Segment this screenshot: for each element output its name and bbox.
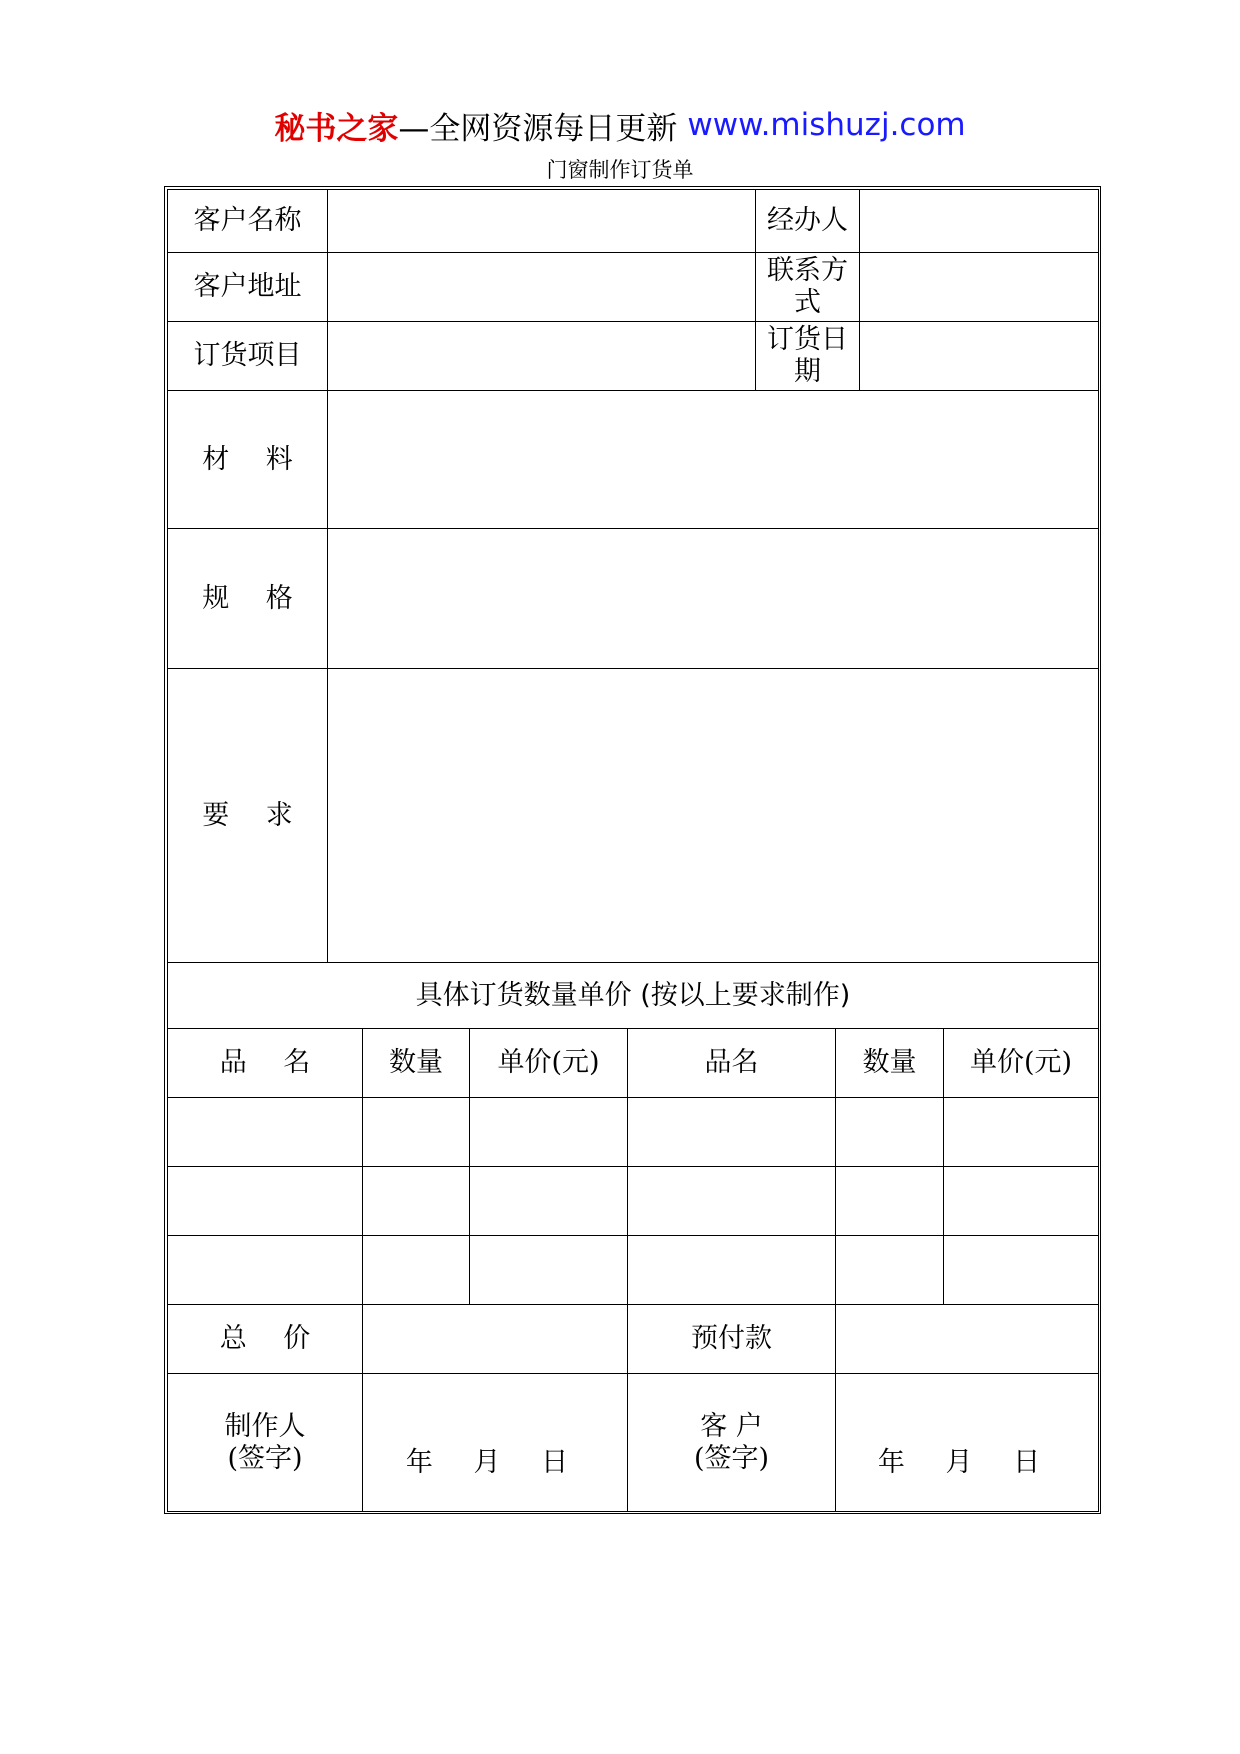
- total-price-label: 总 价: [168, 1305, 363, 1374]
- customer-address-label: 客户地址: [168, 253, 328, 322]
- column-header-row: [168, 1029, 1099, 1098]
- quantity-cell[interactable]: [836, 1236, 944, 1305]
- table-row: [168, 1167, 1099, 1236]
- customer-sign-hint: (签字): [693, 1442, 770, 1474]
- order-item-field[interactable]: [328, 322, 756, 391]
- contact-field[interactable]: [860, 253, 1099, 322]
- product-cell[interactable]: [168, 1236, 363, 1305]
- brand-name: 秘书之家: [274, 110, 399, 147]
- prepay-label: 预付款: [628, 1305, 836, 1374]
- price-cell[interactable]: [470, 1236, 628, 1305]
- product-cell[interactable]: [628, 1167, 836, 1236]
- total-row: [168, 1305, 1099, 1374]
- customer-label: 客 户: [700, 1410, 763, 1442]
- table-row: [168, 1098, 1099, 1167]
- product-cell[interactable]: [628, 1098, 836, 1167]
- requirement-label: 要 求: [168, 669, 328, 963]
- customer-signature-label: [628, 1374, 836, 1512]
- order-date-field[interactable]: [860, 322, 1099, 391]
- material-label: 材 料: [168, 391, 328, 529]
- column-header-quantity-2: 数量: [836, 1029, 944, 1098]
- requirement-field[interactable]: [328, 669, 1099, 963]
- maker-label: 制作人: [224, 1410, 306, 1442]
- material-field[interactable]: [328, 391, 1099, 529]
- customer-name-row: [168, 190, 1099, 253]
- maker-signature-date[interactable]: 年 月 日: [363, 1374, 628, 1512]
- customer-name-label: 客户名称: [168, 190, 328, 253]
- column-header-quantity-1: 数量: [363, 1029, 470, 1098]
- section-title-row: [168, 963, 1099, 1029]
- quantity-cell[interactable]: [836, 1167, 944, 1236]
- quantity-cell[interactable]: [836, 1098, 944, 1167]
- document-title: 门窗制作订货单: [546, 158, 694, 182]
- section-title: 具体订货数量单价 (按以上要求制作): [168, 963, 1099, 1029]
- column-header-price-2: 单价(元): [944, 1029, 1099, 1098]
- prepay-field[interactable]: [836, 1305, 1099, 1374]
- handler-field[interactable]: [860, 190, 1099, 253]
- customer-signature-date[interactable]: 年 月 日: [836, 1374, 1099, 1512]
- order-item-label: 订货项目: [168, 322, 328, 391]
- product-cell[interactable]: [628, 1236, 836, 1305]
- order-item-row: [168, 322, 1099, 391]
- price-cell[interactable]: [944, 1236, 1099, 1305]
- customer-name-field[interactable]: [328, 190, 756, 253]
- spec-field[interactable]: [328, 529, 1099, 669]
- spec-label: 规 格: [168, 529, 328, 669]
- site-slogan: —全网资源每日更新: [398, 110, 678, 147]
- customer-address-row: [168, 253, 1099, 322]
- column-header-price-1: 单价(元): [470, 1029, 628, 1098]
- signature-row: [168, 1374, 1099, 1512]
- table-row: [168, 1236, 1099, 1305]
- price-cell[interactable]: [470, 1098, 628, 1167]
- quantity-cell[interactable]: [363, 1167, 470, 1236]
- price-cell[interactable]: [944, 1167, 1099, 1236]
- customer-address-field[interactable]: [328, 253, 756, 322]
- quantity-cell[interactable]: [363, 1098, 470, 1167]
- maker-sign-hint: (签字): [227, 1442, 303, 1474]
- quantity-cell[interactable]: [363, 1236, 470, 1305]
- product-cell[interactable]: [168, 1167, 363, 1236]
- spec-row: [168, 529, 1099, 669]
- column-header-product-2: 品名: [628, 1029, 836, 1098]
- maker-signature-label: [168, 1374, 363, 1512]
- product-cell[interactable]: [168, 1098, 363, 1167]
- price-cell[interactable]: [470, 1167, 628, 1236]
- site-url[interactable]: www.mishuzj.com: [687, 107, 966, 143]
- requirement-row: [168, 669, 1099, 963]
- handler-label: 经办人: [756, 190, 860, 253]
- total-price-field[interactable]: [363, 1305, 628, 1374]
- contact-label: 联系方式: [756, 253, 860, 322]
- price-cell[interactable]: [944, 1098, 1099, 1167]
- site-header: [0, 100, 1240, 150]
- order-date-label: 订货日期: [756, 322, 860, 391]
- material-row: [168, 391, 1099, 529]
- order-form-table: [167, 189, 1099, 1512]
- column-header-product-1: 品 名: [168, 1029, 363, 1098]
